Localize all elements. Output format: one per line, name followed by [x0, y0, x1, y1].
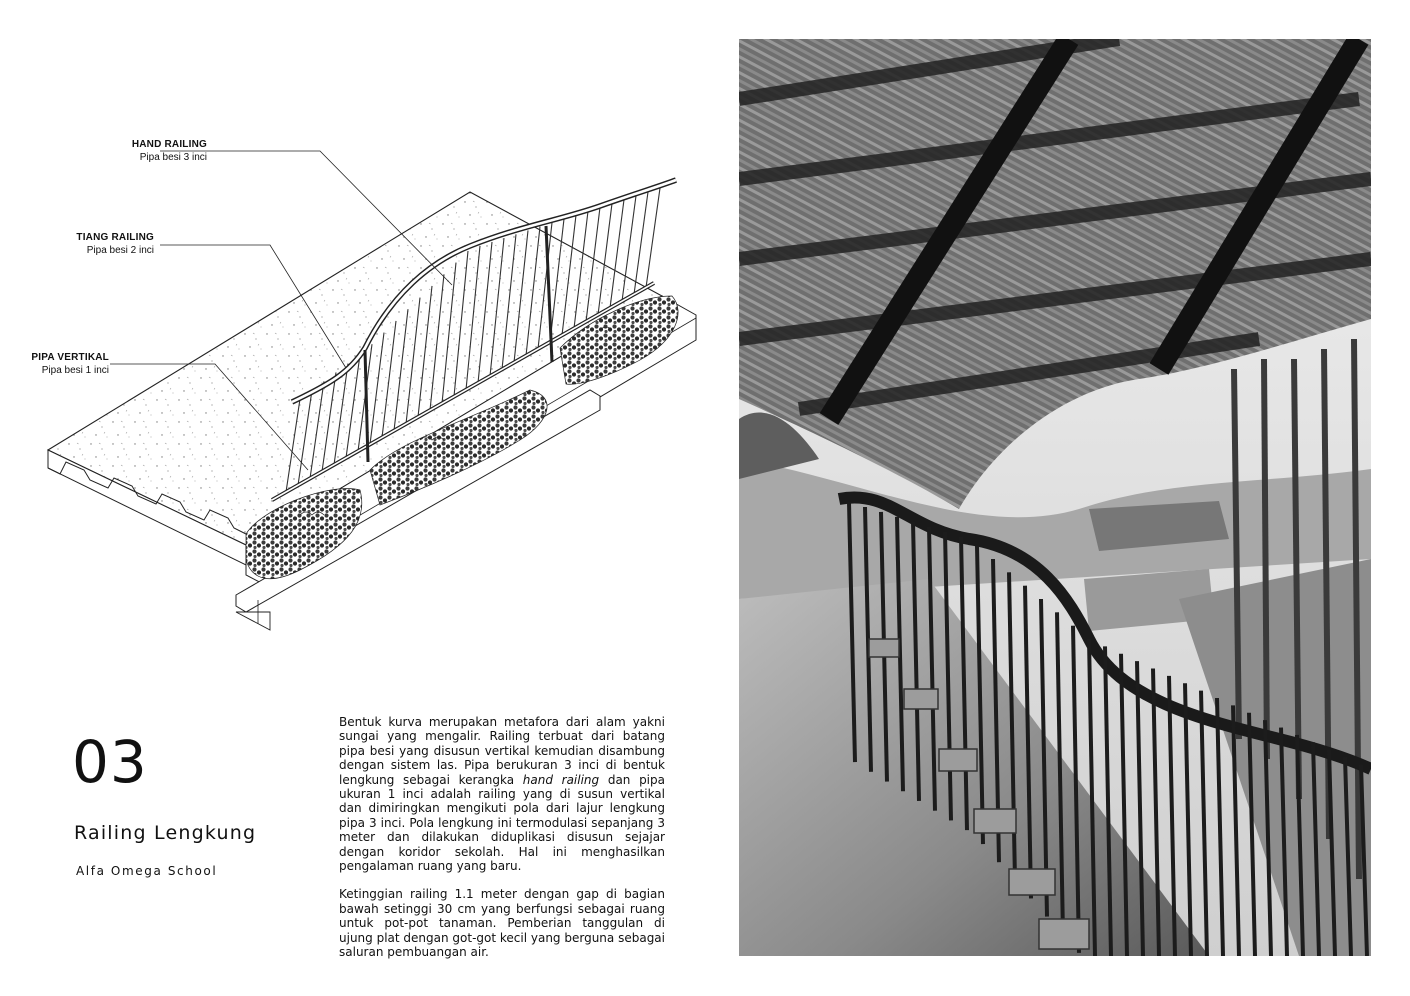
annotation-hand-railing — [40, 139, 207, 164]
annotation-title: PIPA VERTIKAL — [31, 352, 109, 363]
annotation-pipa-vertikal — [0, 352, 109, 377]
section-number: 03 — [72, 728, 148, 796]
annotation-title: HAND RAILING — [131, 139, 207, 150]
section-title: Railing Lengkung — [74, 822, 257, 844]
annotation-tiang-railing — [20, 232, 154, 257]
description-paragraph-1 — [339, 715, 665, 873]
annotation-subtitle: Pipa besi 3 inci — [139, 151, 207, 163]
description-text-part: dan pipa ukuran 1 inci adalah railing yang di susun vertikal dan dimiringkan mengikuti pola dari lajur lengkung pipa 3 inci. Pola lengkung ini termodulasi sepanjang 3 meter dan dilakukan diduplikasi disusun sejajar dengan koridor sekolah. Hal ini menghasilkan pengalaman ruang yang baru. — [339, 772, 665, 874]
description-text — [339, 715, 665, 974]
railing-axonometric-drawing — [0, 0, 740, 700]
annotation-subtitle: Pipa besi 2 inci — [86, 244, 154, 256]
description-text-part: Bentuk kurva merupakan metafora dari alam yakni sungai yang mengalir. Railing terbuat dari batang pipa besi yang disusun vertikal kemudian disambung dengan sistem las. Pipa berukuran 3 inci di bentuk lengkung sebagai kerangka — [339, 715, 665, 787]
railing-photo — [739, 39, 1371, 956]
section-subtitle: Alfa Omega School — [76, 864, 218, 878]
annotation-title: TIANG RAILING — [76, 232, 154, 243]
description-emphasis: hand railing — [522, 772, 600, 787]
description-paragraph-2: Ketinggian railing 1.1 meter dengan gap di bagian bawah setinggi 30 cm yang berfungsi sebagai ruang untuk pot-pot tanaman. Pemberian tanggulan di ujung plat dengan got-got kecil yang berguna sebagai saluran pembuangan air. — [339, 887, 665, 960]
annotation-subtitle: Pipa besi 1 inci — [41, 364, 109, 376]
railing-photo-image — [739, 39, 1371, 956]
